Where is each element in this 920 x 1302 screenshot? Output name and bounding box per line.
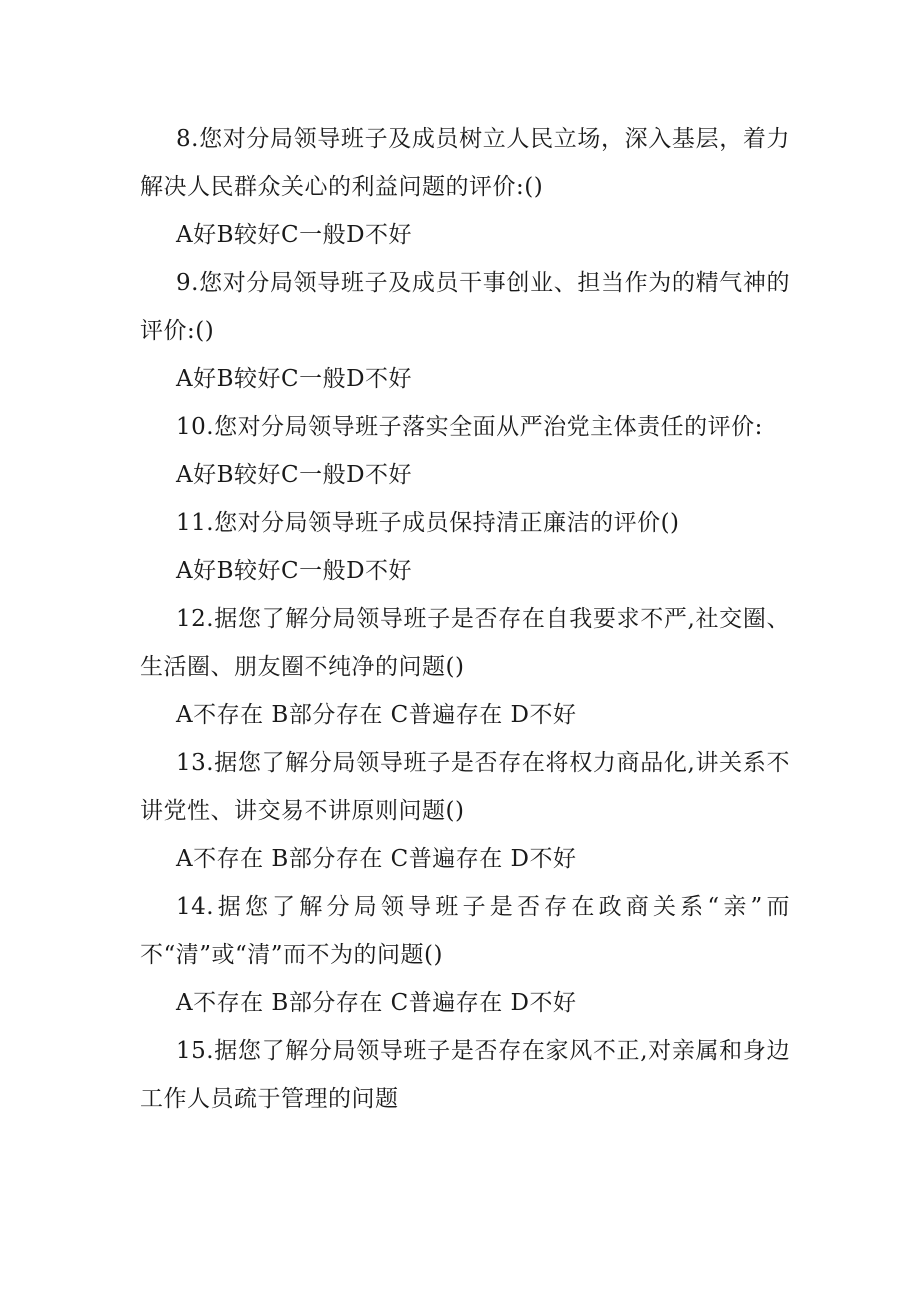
question-8-text: 8.您对分局领导班子及成员树立人民立场，深入基层，着力解决人民群众关心的利益问题的评价:() [140,126,790,200]
question-8-options: A好B较好C一般D不好 [176,222,413,248]
question-13-text: 13.据您了解分局领导班子是否存在将权力商品化,讲关系不讲党性、讲交易不讲原则问题() [140,750,790,824]
question-15-text: 15.据您了解分局领导班子是否存在家风不正,对亲属和身边工作人员疏于管理的问题 [140,1038,790,1112]
question-10-options: A好B较好C一般D不好 [176,462,413,488]
question-9-text: 9.您对分局领导班子及成员干事创业、担当作为的精气神的评价:() [140,270,790,344]
question-13-options: A不存在 B部分存在 C普遍存在 D不好 [176,846,577,872]
question-14-text: 14.据您了解分局领导班子是否存在政商关系“亲”而不“清”或“清”而不为的问题() [140,894,790,968]
question-12-options: A不存在 B部分存在 C普遍存在 D不好 [176,702,577,728]
document-body [140,115,790,1123]
question-14-options: A不存在 B部分存在 C普遍存在 D不好 [176,990,577,1016]
question-11-options: A好B较好C一般D不好 [176,558,413,584]
question-9-options: A好B较好C一般D不好 [176,366,413,392]
question-11-text: 11.您对分局领导班子成员保持清正廉洁的评价() [176,510,680,536]
question-10-text: 10.您对分局领导班子落实全面从严治党主体责任的评价: [176,414,763,440]
question-12-text: 12.据您了解分局领导班子是否存在自我要求不严,社交圈、生活圈、朋友圈不纯净的问题() [140,606,790,680]
